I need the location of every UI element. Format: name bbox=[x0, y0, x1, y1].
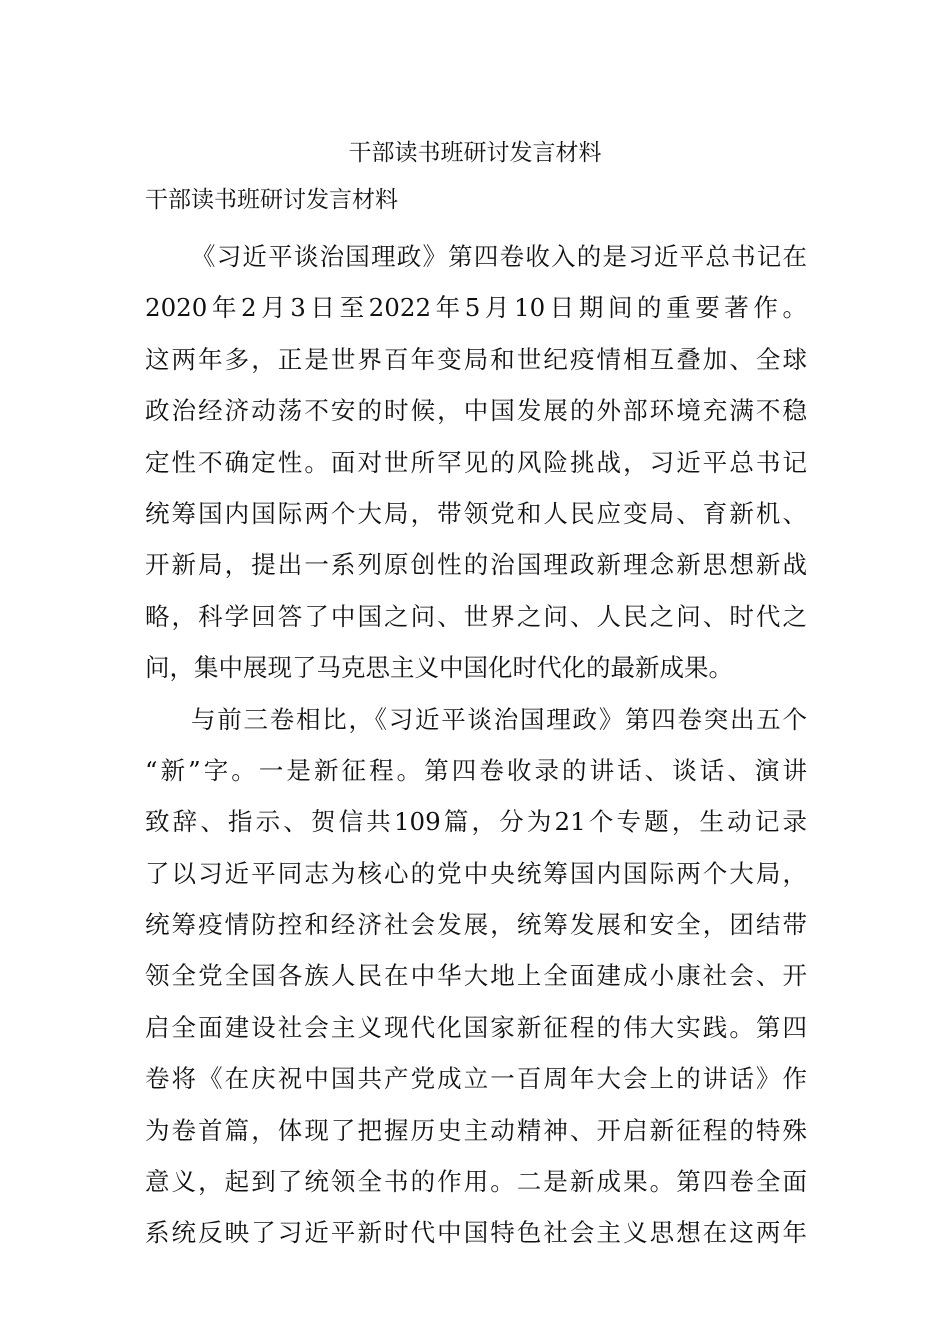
paragraph-1-line: 政治经济动荡不安的时候，中国发展的外部环境充满不稳 bbox=[145, 396, 807, 426]
paragraph-2-line: 启全面建设社会主义现代化国家新征程的伟大实践。第四 bbox=[145, 1012, 807, 1042]
paragraph-2-line: 意义，起到了统领全书的作用。二是新成果。第四卷全面 bbox=[145, 1167, 807, 1197]
paragraph-1-line: 略，科学回答了中国之问、世界之问、人民之问、时代之 bbox=[145, 601, 807, 631]
paragraph-1-line: 问，集中展现了马克思主义中国化时代化的最新成果。 bbox=[145, 653, 733, 683]
paragraph-2-line: 致辞、指示、贺信共109篇，分为21个专题，生动记录 bbox=[145, 807, 807, 837]
paragraph-2-line: 为卷首篇，体现了把握历史主动精神、开启新征程的特殊 bbox=[145, 1115, 807, 1145]
paragraph-2-line: 系统反映了习近平新时代中国特色社会主义思想在这两年 bbox=[145, 1218, 807, 1248]
document-body bbox=[145, 231, 807, 1259]
paragraph-1-line: 《习近平谈治国理政》第四卷收入的是习近平总书记在 bbox=[191, 242, 807, 271]
paragraph-1-line: 开新局，提出一系列原创性的治国理政新理念新思想新战 bbox=[145, 550, 807, 580]
paragraph-2-line: 了以习近平同志为核心的党中央统筹国内国际两个大局， bbox=[145, 858, 807, 888]
document-title: 干部读书班研讨发言材料 bbox=[348, 140, 602, 166]
paragraph-2-line: 统筹疫情防控和经济社会发展，统筹发展和安全，团结带 bbox=[145, 910, 807, 940]
paragraph-1-line: 定性不确定性。面对世所罕见的风险挑战，习近平总书记 bbox=[145, 447, 807, 477]
paragraph-2-line: 领全党全国各族人民在中华大地上全面建成小康社会、开 bbox=[145, 961, 807, 991]
paragraph-1-line: 2020年2月3日至2022年5月10日期间的重要著作。 bbox=[145, 293, 807, 323]
paragraph-1-line: 这两年多，正是世界百年变局和世纪疫情相互叠加、全球 bbox=[145, 344, 807, 374]
document-subtitle: 干部读书班研讨发言材料 bbox=[145, 187, 398, 213]
paragraph-1-line: 统筹国内国际两个大局，带领党和人民应变局、育新机、 bbox=[145, 498, 807, 528]
paragraph-2-line: 与前三卷相比，《习近平谈治国理政》第四卷突出五个 bbox=[191, 704, 807, 734]
paragraph-2-line: “新”字。一是新征程。第四卷收录的讲话、谈话、演讲 bbox=[145, 755, 807, 785]
paragraph-2-line: 卷将《在庆祝中国共产党成立一百周年大会上的讲话》作 bbox=[145, 1064, 807, 1094]
